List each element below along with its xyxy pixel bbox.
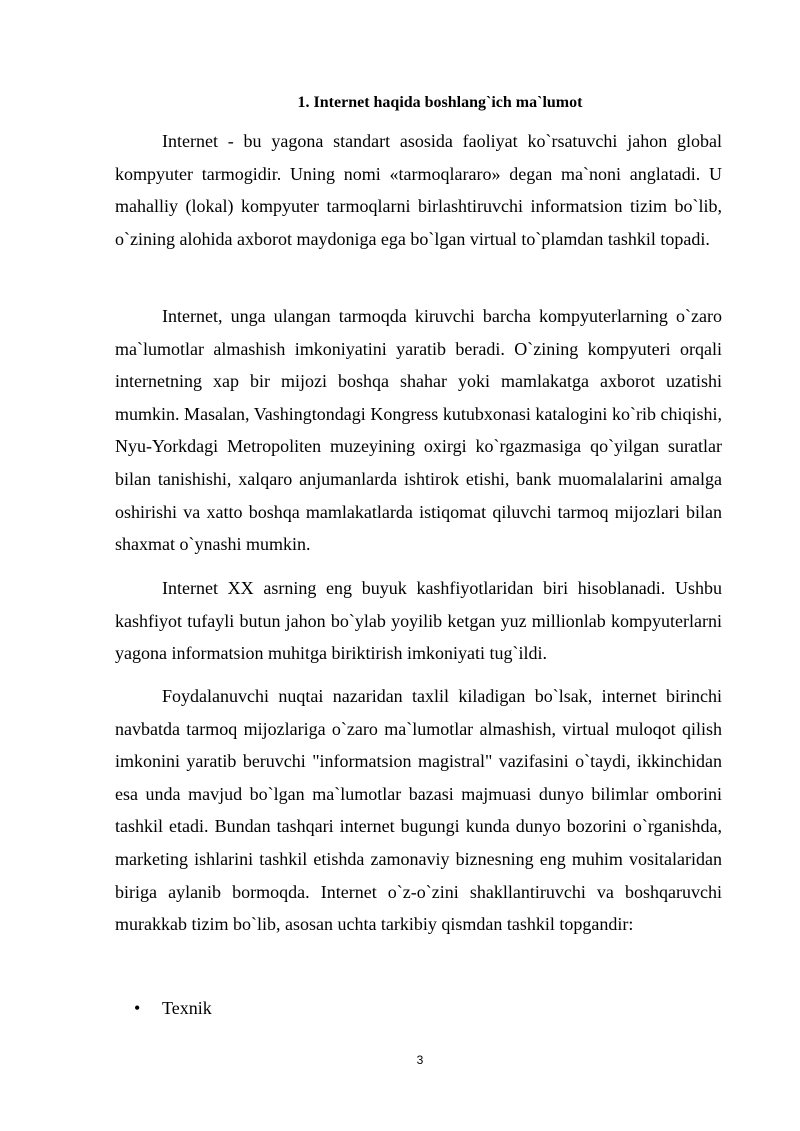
paragraph-3: Internet XX asrning eng buyuk kashfiyotlaridan biri hisoblanadi. Ushbu kashfiyot tufayli butun jahon bo`ylab yoyilib ketgan yuz millionlab kompyuterlarni yagona informatsion muhitga biriktirish imkoniyati tug`ildi. bbox=[115, 578, 722, 664]
paragraph-2: Internet, unga ulangan tarmoqda kiruvchi barcha kompyuterlarning o`zaro ma`lumotlar almashish imkoniyatini yaratib beradi. O`zining kompyuteri orqali internetning xap bir mijozi boshqa shahar yoki mamlakatga axborot uzatishi mumkin. Masalan, Vashingtondagi Kongress kutubxonasi katalogini ko`rib chiqishi, Nyu-Yorkdagi Metropoliten muzeyining oxirgi ko`rgazmasiga qo`yilgan suratlar bilan tanishishi, xalqaro anjumanlarda ishtirok etishi, bank muomalalarini amalga oshirishi va xatto boshqa mamlakatlarda istiqomat qiluvchi tarmoq mijozlari bilan shaxmat o`ynashi mumkin. bbox=[115, 306, 722, 555]
paragraph-1: Internet - bu yagona standart asosida faoliyat ko`rsatuvchi jahon global kompyuter tarmogidir. Uning nomi «tarmoqlararo» degan ma`noni anglatadi. U mahalliy (lokal) kompyuter tarmoqlarni birlashtiruvchi informatsion tizim bo`lib, o`zining alohida axborot maydoniga ega bo`lgan virtual to`plamdan tashkil topadi. bbox=[115, 131, 722, 249]
list-item-label: Texnik bbox=[162, 998, 212, 1018]
bullet-icon: • bbox=[134, 998, 141, 1018]
list-item bbox=[134, 992, 212, 1024]
page-number: 3 bbox=[416, 1053, 424, 1067]
section-heading: 1. Internet haqida boshlang`ich ma`lumot bbox=[297, 94, 583, 111]
paragraph-4: Foydalanuvchi nuqtai nazaridan taxlil kiladigan bo`lsak, internet birinchi navbatda tarmoq mijozlariga o`zaro ma`lumotlar almashish, virtual muloqot qilish imkonini yaratib beruvchi "informatsion magistral" vazifasini o`taydi, ikkinchidan esa unda mavjud bo`lgan ma`lumotlar bazasi majmuasi dunyo bilimlar omborini tashkil etadi. Bundan tashqari internet bugungi kunda dunyo bozorini o`rganishda, marketing ishlarini tashkil etishda zamonaviy biznesning eng muhim vositalaridan biriga aylanib bormoqda. Internet o`z-o`zini shakllantiruvchi va boshqaruvchi murakkab tizim bo`lib, asosan uchta tarkibiy qismdan tashkil topgandir: bbox=[115, 686, 722, 935]
